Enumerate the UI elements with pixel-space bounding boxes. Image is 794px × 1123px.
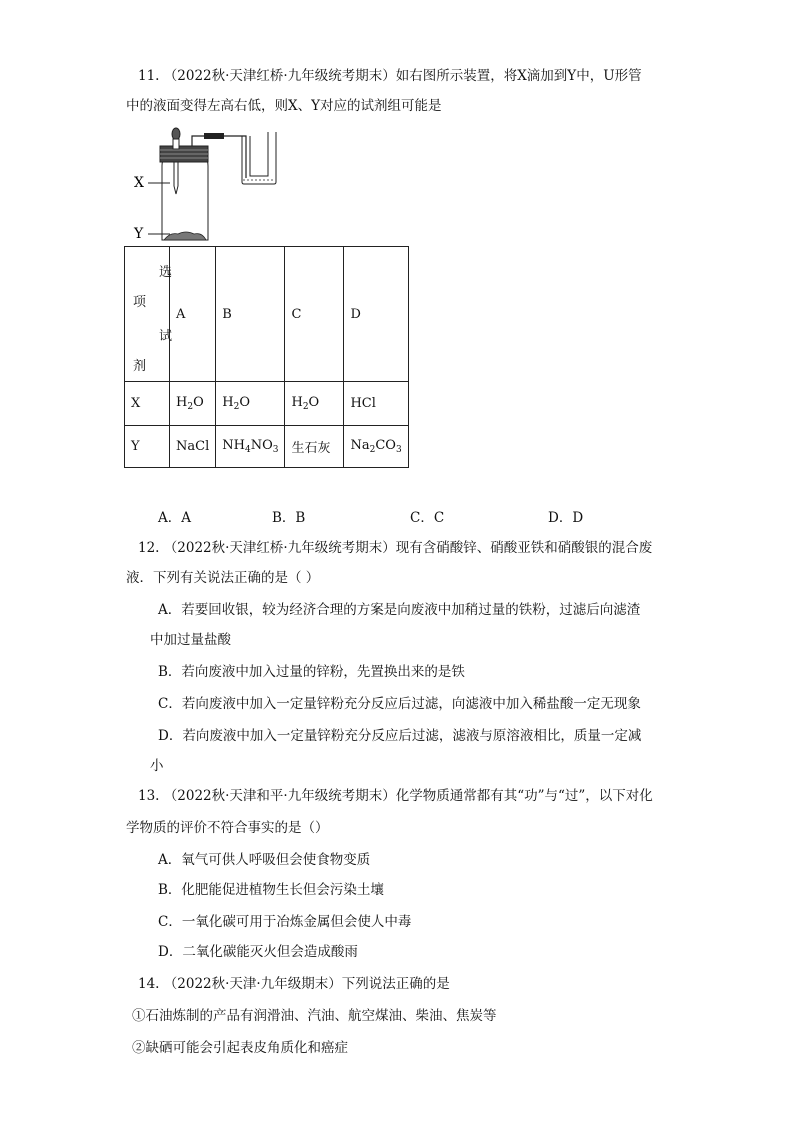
cell-x-b: $H_2O$ [216,382,285,426]
label-x: X [134,175,144,191]
cell-y-c: 生石灰 [285,426,344,468]
q12-option-a-cont: 中加过量盐酸 [150,632,231,648]
q11-option-a[interactable]: A．A [158,510,191,526]
q11-stem-line2: 中的液面变得左高右低，则X、Y对应的试剂组可能是 [126,98,442,114]
q12-stem-line2: 液．下列有关说法正确的是（ ） [126,570,320,586]
q13-stem-line1: 13. （2022秋·天津和平·九年级统考期末）化学物质通常都有其“功”与“过”，以下对化 [138,788,653,804]
q12-option-c[interactable]: C．若向废液中加入一定量锌粉充分反应后过滤，向滤液中加入稀盐酸一定无现象 [158,696,641,712]
row-label-x: X [125,382,170,426]
q14-statement-2: ②缺硒可能会引起表皮角质化和癌症 [132,1040,348,1056]
row-label-y: Y [125,426,170,468]
q13-stem-line2: 学物质的评价不符合事实的是（） [126,820,329,836]
q12-option-d[interactable]: D．若向废液中加入一定量锌粉充分反应后过滤，滤液与原溶液相比，质量一定减 [158,728,642,744]
q12-option-b[interactable]: B．若向废液中加入过量的锌粉，先置换出来的是铁 [158,664,465,680]
cell-y-a: NaCl [170,426,216,468]
table-corner-cell: 选 项 试 剂 [125,247,170,382]
q11-stem-line1: 11. （2022秋·天津红桥·九年级统考期末）如右图所示装置，将X滴加到Y中，U形管 [138,68,642,84]
col-header-b: B [216,247,285,382]
col-header-c: C [285,247,344,382]
q13-option-a[interactable]: A．氧气可供人呼吸但会使食物变质 [158,852,371,868]
q11-option-c[interactable]: C．C [410,510,445,526]
q13-option-b[interactable]: B．化肥能促进植物生长但会污染土壤 [158,882,384,898]
col-header-a: A [170,247,216,382]
q12-option-a[interactable]: A．若要回收银，较为经济合理的方案是向废液中加稍过量的铁粉，过滤后向滤渣 [158,602,641,618]
cell-x-c: $H_2O$ [285,382,344,426]
cell-y-d: $Na_2CO_3$ [344,426,408,468]
cell-y-b: $NH_4NO_3$ [216,426,285,468]
q11-option-b[interactable]: B．B [272,510,306,526]
apparatus-diagram [130,126,290,244]
q13-option-d[interactable]: D．二氧化碳能灭火但会造成酸雨 [158,944,358,960]
reagent-table [124,246,409,468]
q13-option-c[interactable]: C．一氧化碳可用于冶炼金属但会使人中毒 [158,914,412,930]
col-header-d: D [344,247,408,382]
cell-x-a: $H_2O$ [170,382,216,426]
q14-statement-1: ①石油炼制的产品有润滑油、汽油、航空煤油、柴油、焦炭等 [132,1008,497,1024]
q12-stem-line1: 12. （2022秋·天津红桥·九年级统考期末）现有含硝酸锌、硝酸亚铁和硝酸银的混合废 [138,540,653,556]
q11-option-d[interactable]: D．D [548,510,584,526]
cell-x-d: HCl [344,382,408,426]
label-y: Y [134,226,144,242]
q12-option-d-cont: 小 [150,758,164,774]
q14-stem: 14. （2022秋·天津·九年级期末）下列说法正确的是 [138,976,450,992]
